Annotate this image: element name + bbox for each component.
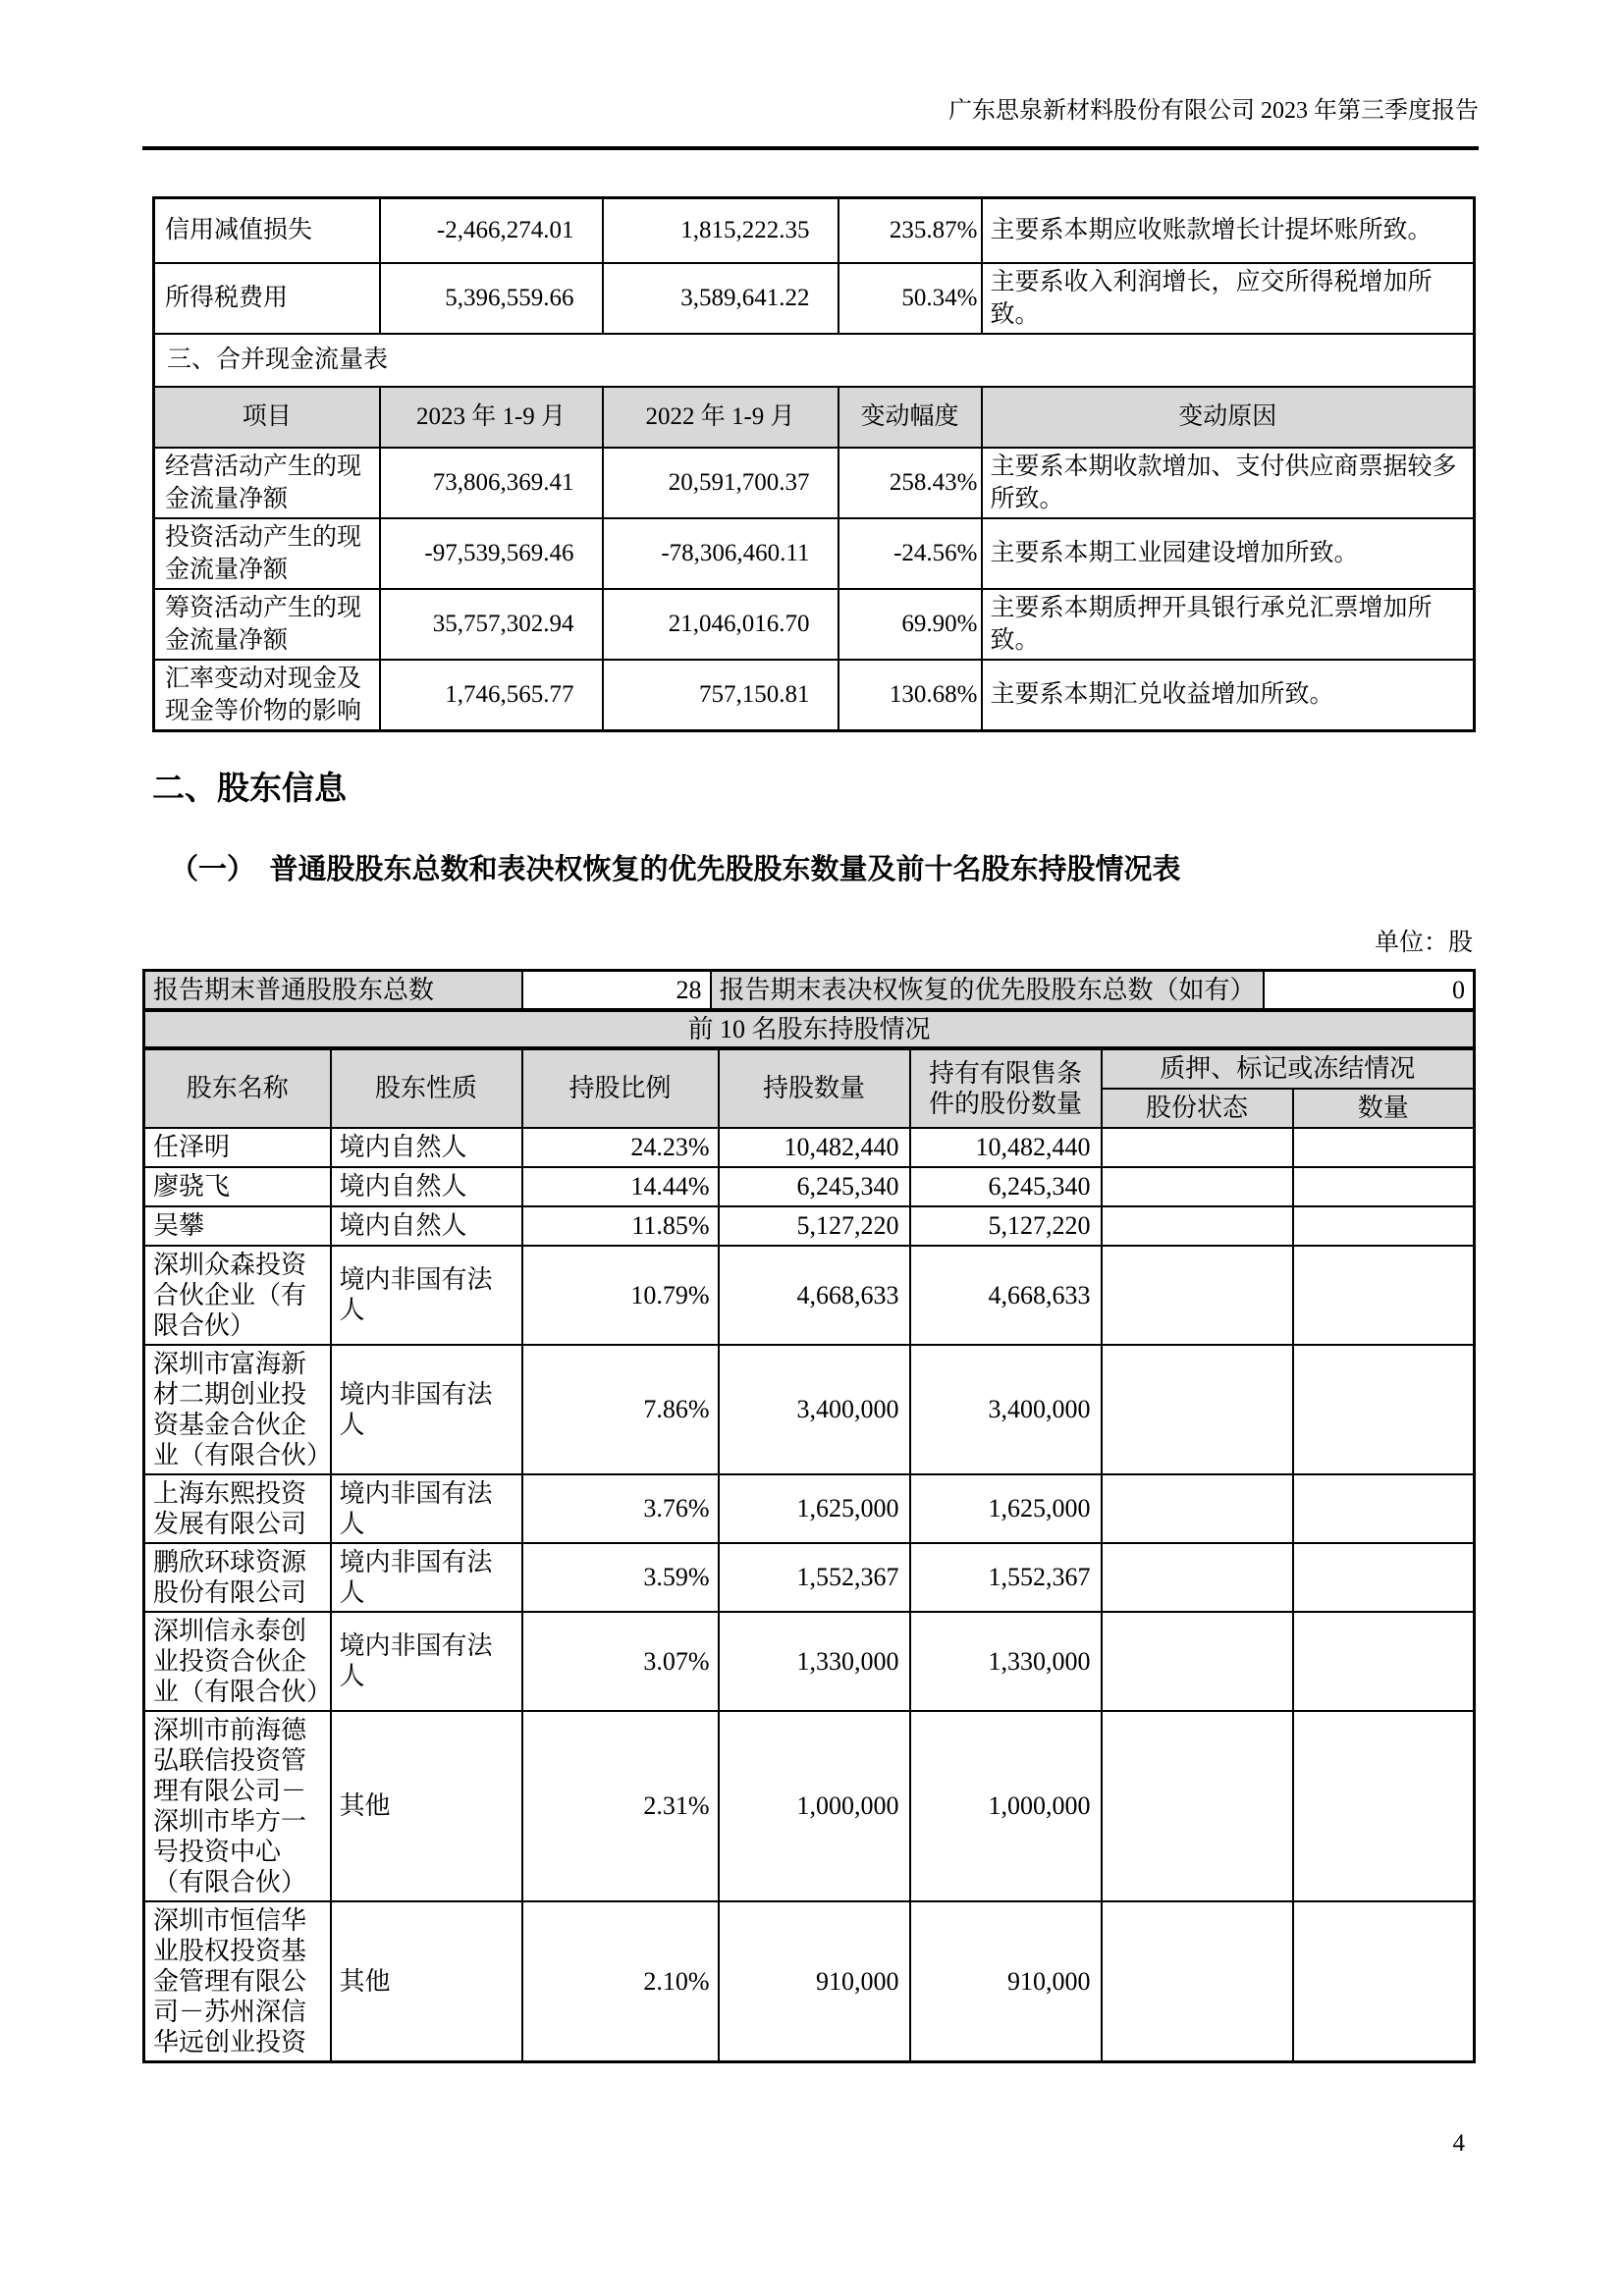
col-header-name: 股东名称 bbox=[144, 1049, 331, 1128]
item-cell: 投资活动产生的现金流量净额 bbox=[154, 518, 380, 589]
shares-held: 1,330,000 bbox=[719, 1612, 910, 1711]
shareholder-name: 深圳市富海新材二期创业投资基金合伙企业（有限合伙） bbox=[144, 1345, 331, 1474]
shareholding-ratio: 3.59% bbox=[522, 1543, 719, 1612]
shareholder-nature: 其他 bbox=[331, 1711, 522, 1901]
table-row bbox=[154, 660, 1475, 731]
change-pct: 258.43% bbox=[839, 448, 982, 518]
restricted-shares: 5,127,220 bbox=[910, 1206, 1102, 1246]
col-header-2022: 2022 年 1-9 月 bbox=[603, 387, 839, 448]
header-rule bbox=[142, 146, 1479, 150]
financial-table bbox=[152, 196, 1476, 732]
shares-held: 1,625,000 bbox=[719, 1474, 910, 1543]
change-reason: 主要系本期收款增加、支付供应商票据较多所致。 bbox=[982, 448, 1475, 518]
shareholder-nature: 其他 bbox=[331, 1901, 522, 2062]
pledge-status-cell bbox=[1102, 1206, 1293, 1246]
pledge-qty-cell bbox=[1293, 1345, 1475, 1474]
preferred-shareholders-label: 报告期末表决权恢复的优先股股东总数（如有） bbox=[711, 971, 1264, 1010]
pledge-qty-cell bbox=[1293, 1711, 1475, 1901]
cash-flow-section-row bbox=[154, 334, 1475, 387]
col-header-ratio: 持股比例 bbox=[522, 1049, 719, 1128]
shareholder-nature: 境内自然人 bbox=[331, 1128, 522, 1167]
change-reason: 主要系本期汇兑收益增加所致。 bbox=[982, 660, 1475, 731]
shares-held: 910,000 bbox=[719, 1901, 910, 2062]
pledge-qty-cell bbox=[1293, 1246, 1475, 1345]
restricted-shares: 1,552,367 bbox=[910, 1543, 1102, 1612]
pledge-status-cell bbox=[1102, 1167, 1293, 1206]
col-header-pct: 变动幅度 bbox=[839, 387, 982, 448]
shareholder-name: 廖骁飞 bbox=[144, 1167, 331, 1206]
change-reason: 主要系本期工业园建设增加所致。 bbox=[982, 518, 1475, 589]
shares-held: 10,482,440 bbox=[719, 1128, 910, 1167]
shareholder-row bbox=[144, 1543, 1475, 1612]
page-number: 4 bbox=[1452, 2130, 1465, 2157]
top10-shareholders-table bbox=[142, 1047, 1476, 2063]
value-2023: 5,396,559.66 bbox=[380, 263, 603, 334]
change-reason: 主要系本期质押开具银行承兑汇票增加所致。 bbox=[982, 589, 1475, 660]
table-row bbox=[154, 448, 1475, 518]
shareholder-name: 任泽明 bbox=[144, 1128, 331, 1167]
common-shareholders-value: 28 bbox=[522, 971, 711, 1010]
shareholding-ratio: 3.76% bbox=[522, 1474, 719, 1543]
table-row bbox=[154, 263, 1475, 334]
value-2023: 73,806,369.41 bbox=[380, 448, 603, 518]
pledge-status-cell bbox=[1102, 1474, 1293, 1543]
col-header-quantity: 持股数量 bbox=[719, 1049, 910, 1128]
change-reason: 主要系收入利润增长，应交所得税增加所致。 bbox=[982, 263, 1475, 334]
preferred-shareholders-value: 0 bbox=[1264, 971, 1475, 1010]
value-2023: -2,466,274.01 bbox=[380, 198, 603, 263]
pledge-qty-cell bbox=[1293, 1543, 1475, 1612]
shareholder-nature: 境内非国有法人 bbox=[331, 1246, 522, 1345]
pledge-status-cell bbox=[1102, 1711, 1293, 1901]
value-2022: 21,046,016.70 bbox=[603, 589, 839, 660]
restricted-shares: 10,482,440 bbox=[910, 1128, 1102, 1167]
col-header-nature: 股东性质 bbox=[331, 1049, 522, 1128]
shareholding-ratio: 10.79% bbox=[522, 1246, 719, 1345]
shares-held: 6,245,340 bbox=[719, 1167, 910, 1206]
shareholder-name: 深圳市前海德弘联信投资管理有限公司－深圳市毕方一号投资中心（有限合伙） bbox=[144, 1711, 331, 1901]
pledge-status-cell bbox=[1102, 1543, 1293, 1612]
shareholder-summary-row bbox=[144, 971, 1475, 1010]
pledge-status-cell bbox=[1102, 1246, 1293, 1345]
shareholder-table-wrap bbox=[142, 969, 1473, 2063]
common-shareholders-label: 报告期末普通股股东总数 bbox=[144, 971, 522, 1010]
pledge-status-cell bbox=[1102, 1901, 1293, 2062]
shareholder-row bbox=[144, 1474, 1475, 1543]
pledge-status-cell bbox=[1102, 1345, 1293, 1474]
restricted-shares: 910,000 bbox=[910, 1901, 1102, 2062]
shareholding-ratio: 14.44% bbox=[522, 1167, 719, 1206]
shares-held: 3,400,000 bbox=[719, 1345, 910, 1474]
shares-held: 1,000,000 bbox=[719, 1711, 910, 1901]
shareholding-ratio: 2.31% bbox=[522, 1711, 719, 1901]
top10-title: 前 10 名股东持股情况 bbox=[144, 1011, 1475, 1048]
shares-held: 4,668,633 bbox=[719, 1246, 910, 1345]
item-cell: 所得税费用 bbox=[154, 263, 380, 334]
item-cell: 汇率变动对现金及现金等价物的影响 bbox=[154, 660, 380, 731]
change-pct: 130.68% bbox=[839, 660, 982, 731]
value-2022: 757,150.81 bbox=[603, 660, 839, 731]
shareholding-ratio: 11.85% bbox=[522, 1206, 719, 1246]
value-2023: 1,746,565.77 bbox=[380, 660, 603, 731]
change-pct: 235.87% bbox=[839, 198, 982, 263]
shareholder-name: 鹏欣环球资源股份有限公司 bbox=[144, 1543, 331, 1612]
shareholder-nature: 境内非国有法人 bbox=[331, 1543, 522, 1612]
table-row bbox=[154, 198, 1475, 263]
value-2023: 35,757,302.94 bbox=[380, 589, 603, 660]
restricted-shares: 3,400,000 bbox=[910, 1345, 1102, 1474]
shareholder-nature: 境内自然人 bbox=[331, 1167, 522, 1206]
unit-note: 单位：股 bbox=[1374, 930, 1473, 956]
shareholder-nature: 境内非国有法人 bbox=[331, 1474, 522, 1543]
shareholder-nature: 境内自然人 bbox=[331, 1206, 522, 1246]
shares-held: 1,552,367 bbox=[719, 1543, 910, 1612]
restricted-shares: 1,000,000 bbox=[910, 1711, 1102, 1901]
shareholder-name: 深圳信永泰创业投资合伙企业（有限合伙） bbox=[144, 1612, 331, 1711]
pledge-qty-cell bbox=[1293, 1128, 1475, 1167]
shareholder-section-heading: 二、股东信息 bbox=[152, 772, 347, 807]
shareholder-name: 深圳众森投资合伙企业（有限合伙） bbox=[144, 1246, 331, 1345]
shareholder-summary-table bbox=[142, 969, 1476, 1011]
change-pct: -24.56% bbox=[839, 518, 982, 589]
restricted-shares: 1,625,000 bbox=[910, 1474, 1102, 1543]
shareholder-name: 上海东熙投资发展有限公司 bbox=[144, 1474, 331, 1543]
shareholder-subsection-heading: （一） 普通股股东总数和表决权恢复的优先股股东数量及前十名股东持股情况表 bbox=[170, 854, 1181, 885]
value-2022: 3,589,641.22 bbox=[603, 263, 839, 334]
col-header-pledge-qty: 数量 bbox=[1293, 1089, 1475, 1128]
shareholder-name: 深圳市恒信华业股权投资基金管理有限公司－苏州深信华远创业投资 bbox=[144, 1901, 331, 2062]
shareholder-row bbox=[144, 1901, 1475, 2062]
shareholding-ratio: 2.10% bbox=[522, 1901, 719, 2062]
pledge-qty-cell bbox=[1293, 1612, 1475, 1711]
financial-table-wrap bbox=[152, 196, 1476, 732]
pledge-qty-cell bbox=[1293, 1474, 1475, 1543]
shareholder-row bbox=[144, 1612, 1475, 1711]
pledge-qty-cell bbox=[1293, 1167, 1475, 1206]
cash-flow-header-row bbox=[154, 387, 1475, 448]
change-reason: 主要系本期应收账款增长计提坏账所致。 bbox=[982, 198, 1475, 263]
cash-flow-section-title: 三、合并现金流量表 bbox=[154, 334, 1475, 387]
shareholder-row bbox=[144, 1711, 1475, 1901]
pledge-qty-cell bbox=[1293, 1901, 1475, 2062]
col-header-item: 项目 bbox=[154, 387, 380, 448]
shareholder-row bbox=[144, 1167, 1475, 1206]
table-row bbox=[154, 589, 1475, 660]
shareholder-row bbox=[144, 1345, 1475, 1474]
shareholder-nature: 境内非国有法人 bbox=[331, 1345, 522, 1474]
top10-title-table bbox=[142, 1009, 1476, 1049]
value-2022: 20,591,700.37 bbox=[603, 448, 839, 518]
item-cell: 经营活动产生的现金流量净额 bbox=[154, 448, 380, 518]
shareholding-ratio: 7.86% bbox=[522, 1345, 719, 1474]
change-pct: 50.34% bbox=[839, 263, 982, 334]
shareholder-row bbox=[144, 1128, 1475, 1167]
pledge-status-cell bbox=[1102, 1128, 1293, 1167]
shareholding-ratio: 24.23% bbox=[522, 1128, 719, 1167]
shareholder-nature: 境内非国有法人 bbox=[331, 1612, 522, 1711]
restricted-shares: 6,245,340 bbox=[910, 1167, 1102, 1206]
col-header-pledge-group: 质押、标记或冻结情况 bbox=[1102, 1049, 1475, 1089]
pledge-qty-cell bbox=[1293, 1206, 1475, 1246]
col-header-reason: 变动原因 bbox=[982, 387, 1475, 448]
change-pct: 69.90% bbox=[839, 589, 982, 660]
pledge-status-cell bbox=[1102, 1612, 1293, 1711]
shareholder-row bbox=[144, 1246, 1475, 1345]
col-header-restricted: 持有有限售条件的股份数量 bbox=[910, 1049, 1102, 1128]
value-2022: 1,815,222.35 bbox=[603, 198, 839, 263]
top10-title-row bbox=[144, 1011, 1475, 1048]
value-2023: -97,539,569.46 bbox=[380, 518, 603, 589]
restricted-shares: 4,668,633 bbox=[910, 1246, 1102, 1345]
shareholder-name: 吴攀 bbox=[144, 1206, 331, 1246]
col-header-pledge-status: 股份状态 bbox=[1102, 1089, 1293, 1128]
shareholder-row bbox=[144, 1206, 1475, 1246]
value-2022: -78,306,460.11 bbox=[603, 518, 839, 589]
shareholding-ratio: 3.07% bbox=[522, 1612, 719, 1711]
item-cell: 筹资活动产生的现金流量净额 bbox=[154, 589, 380, 660]
col-header-2023: 2023 年 1-9 月 bbox=[380, 387, 603, 448]
shareholder-header-row-1 bbox=[144, 1049, 1475, 1089]
table-row bbox=[154, 518, 1475, 589]
shares-held: 5,127,220 bbox=[719, 1206, 910, 1246]
restricted-shares: 1,330,000 bbox=[910, 1612, 1102, 1711]
page-header-title: 广东思泉新材料股份有限公司 2023 年第三季度报告 bbox=[948, 98, 1479, 124]
item-cell: 信用减值损失 bbox=[154, 198, 380, 263]
